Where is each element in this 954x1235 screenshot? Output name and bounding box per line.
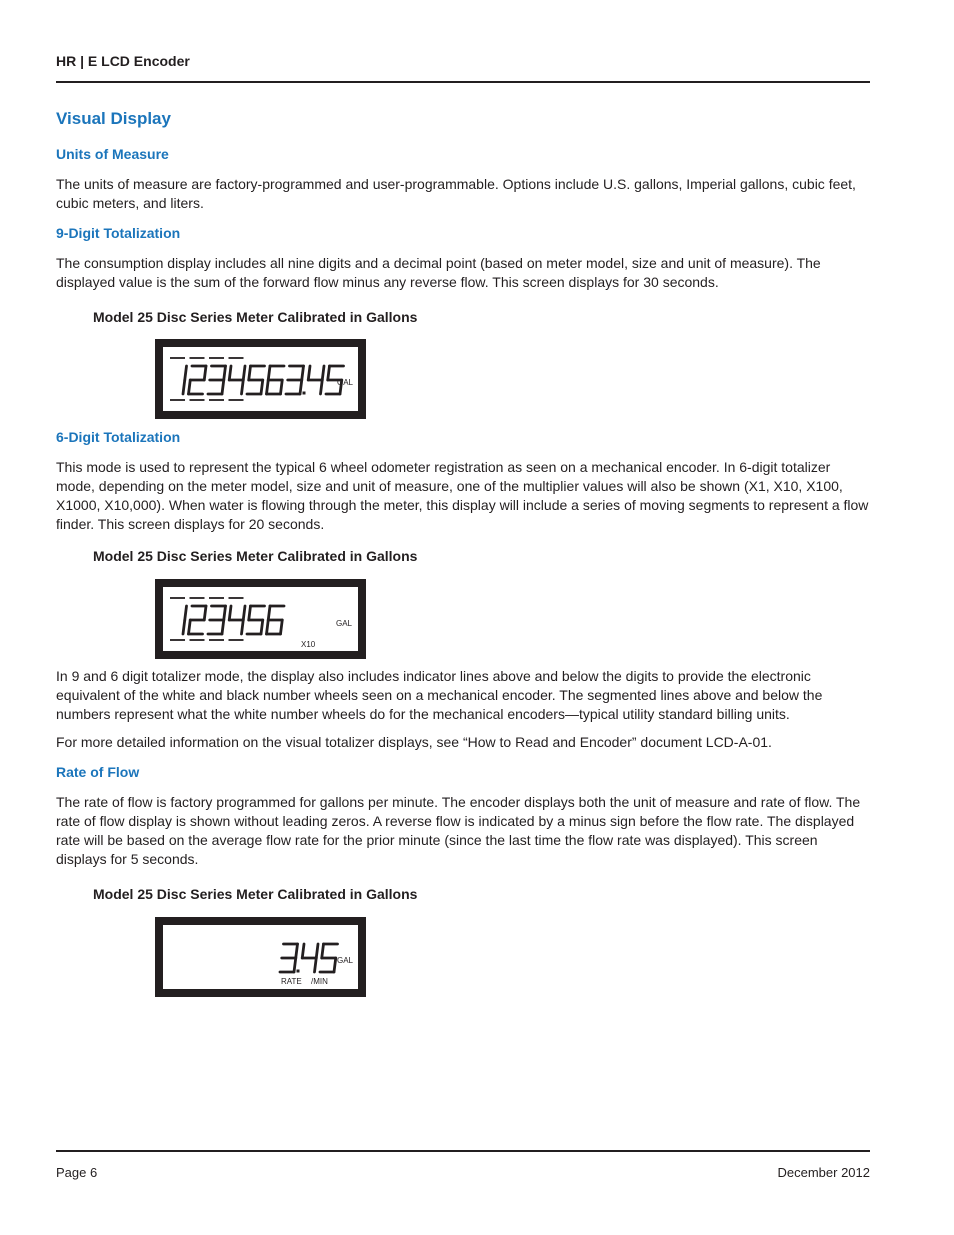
lcd-digit [229, 606, 245, 634]
lcd-6-digit-unit: GAL [336, 619, 353, 628]
lcd-6-digit-multiplier: X10 [301, 640, 316, 649]
lcd-rate-unit: GAL [337, 956, 354, 965]
lcd-digit [308, 366, 324, 394]
lcd-decimal-point [303, 392, 306, 395]
nine-digit-caption: Model 25 Disc Series Meter Calibrated in Gallons [93, 309, 418, 325]
lcd-per-minute-label: /MIN [311, 977, 328, 986]
lcd-digit [320, 944, 338, 972]
six-digit-body: This mode is used to represent the typical 6 wheel odometer registration as seen on a mechanical encoder. In 6-digit totalizer mode, depending on the meter model, size and unit of measure, one of the multiplier values will also be shown (X1, X10, X100, X1000, X10,000). When water is flowing through the meter, this display will include a series of moving segments to represent a flow finder. This screen displays for 20 seconds. [56, 459, 869, 532]
lcd-display-9-digit [155, 339, 366, 419]
nine-digit-heading: 9-Digit Totalization [56, 225, 181, 241]
lcd-display-rate [155, 917, 366, 997]
lcd-digit [189, 606, 207, 634]
footer-rule [56, 1150, 870, 1152]
lcd-digit [247, 366, 265, 394]
lcd-digit [208, 366, 226, 394]
lcd-digit [183, 606, 187, 634]
lcd-digit [208, 606, 226, 634]
lcd-rate-svg [155, 917, 366, 997]
reference-body: For more detailed information on the visual totalizer displays, see “How to Read and Encoder” document LCD-A-01. [56, 734, 772, 750]
running-header: HR | E LCD Encoder [56, 53, 190, 69]
units-heading: Units of Measure [56, 146, 169, 162]
lcd-digit [247, 606, 265, 634]
lcd-rate-label: RATE [281, 977, 302, 986]
indicator-body: In 9 and 6 digit totalizer mode, the display also includes indicator lines above and below the digits to provide the electronic equivalent of the white and black number wheels seen on a mechanical encoder. The segmented lines above and below the numbers represent what the white number wheels do for the mechanical encoders—typical utility standard billing units. [56, 668, 823, 722]
lcd-9-digit-unit: GAL [337, 378, 354, 387]
lcd-digit [183, 366, 187, 394]
lcd-digit [189, 366, 207, 394]
units-body: The units of measure are factory-programmed and user-programmable. Options include U.S. gallons, Imperial gallons, cubic feet, cubic meters, and liters. [56, 176, 856, 211]
lcd-digit [302, 944, 318, 972]
header-rule [56, 81, 870, 83]
lcd-display-6-digit [155, 579, 366, 659]
rate-heading: Rate of Flow [56, 764, 140, 780]
six-digit-caption: Model 25 Disc Series Meter Calibrated in Gallons [93, 548, 418, 564]
page-number: Page 6 [56, 1165, 98, 1180]
lcd-digit [280, 944, 298, 972]
lcd-digit [286, 366, 304, 394]
section-title: Visual Display [56, 109, 171, 128]
lcd-6-digit-svg [155, 579, 366, 659]
rate-caption: Model 25 Disc Series Meter Calibrated in Gallons [93, 886, 418, 902]
footer-date: December 2012 [777, 1165, 870, 1180]
six-digit-heading: 6-Digit Totalization [56, 429, 181, 445]
nine-digit-body: The consumption display includes all nine digits and a decimal point (based on meter model, size and unit of measure). The displayed value is the sum of the forward flow minus any reverse flow. This screen displays for 30 seconds. [56, 255, 821, 290]
lcd-9-digit-svg [155, 339, 366, 419]
lcd-digit [229, 366, 245, 394]
rate-body: The rate of flow is factory programmed for gallons per minute. The encoder displays both the unit of measure and rate of flow. The rate of flow display is shown without leading zeros. A reverse flow is indicated by a minus sign before the flow rate. The displayed rate will be based on the average flow rate for the prior minute (since the last time the flow rate was displayed). This screen displays for 5 seconds. [56, 794, 861, 867]
lcd-digit [267, 366, 285, 394]
lcd-digit [267, 606, 285, 634]
lcd-decimal-point [297, 970, 300, 973]
